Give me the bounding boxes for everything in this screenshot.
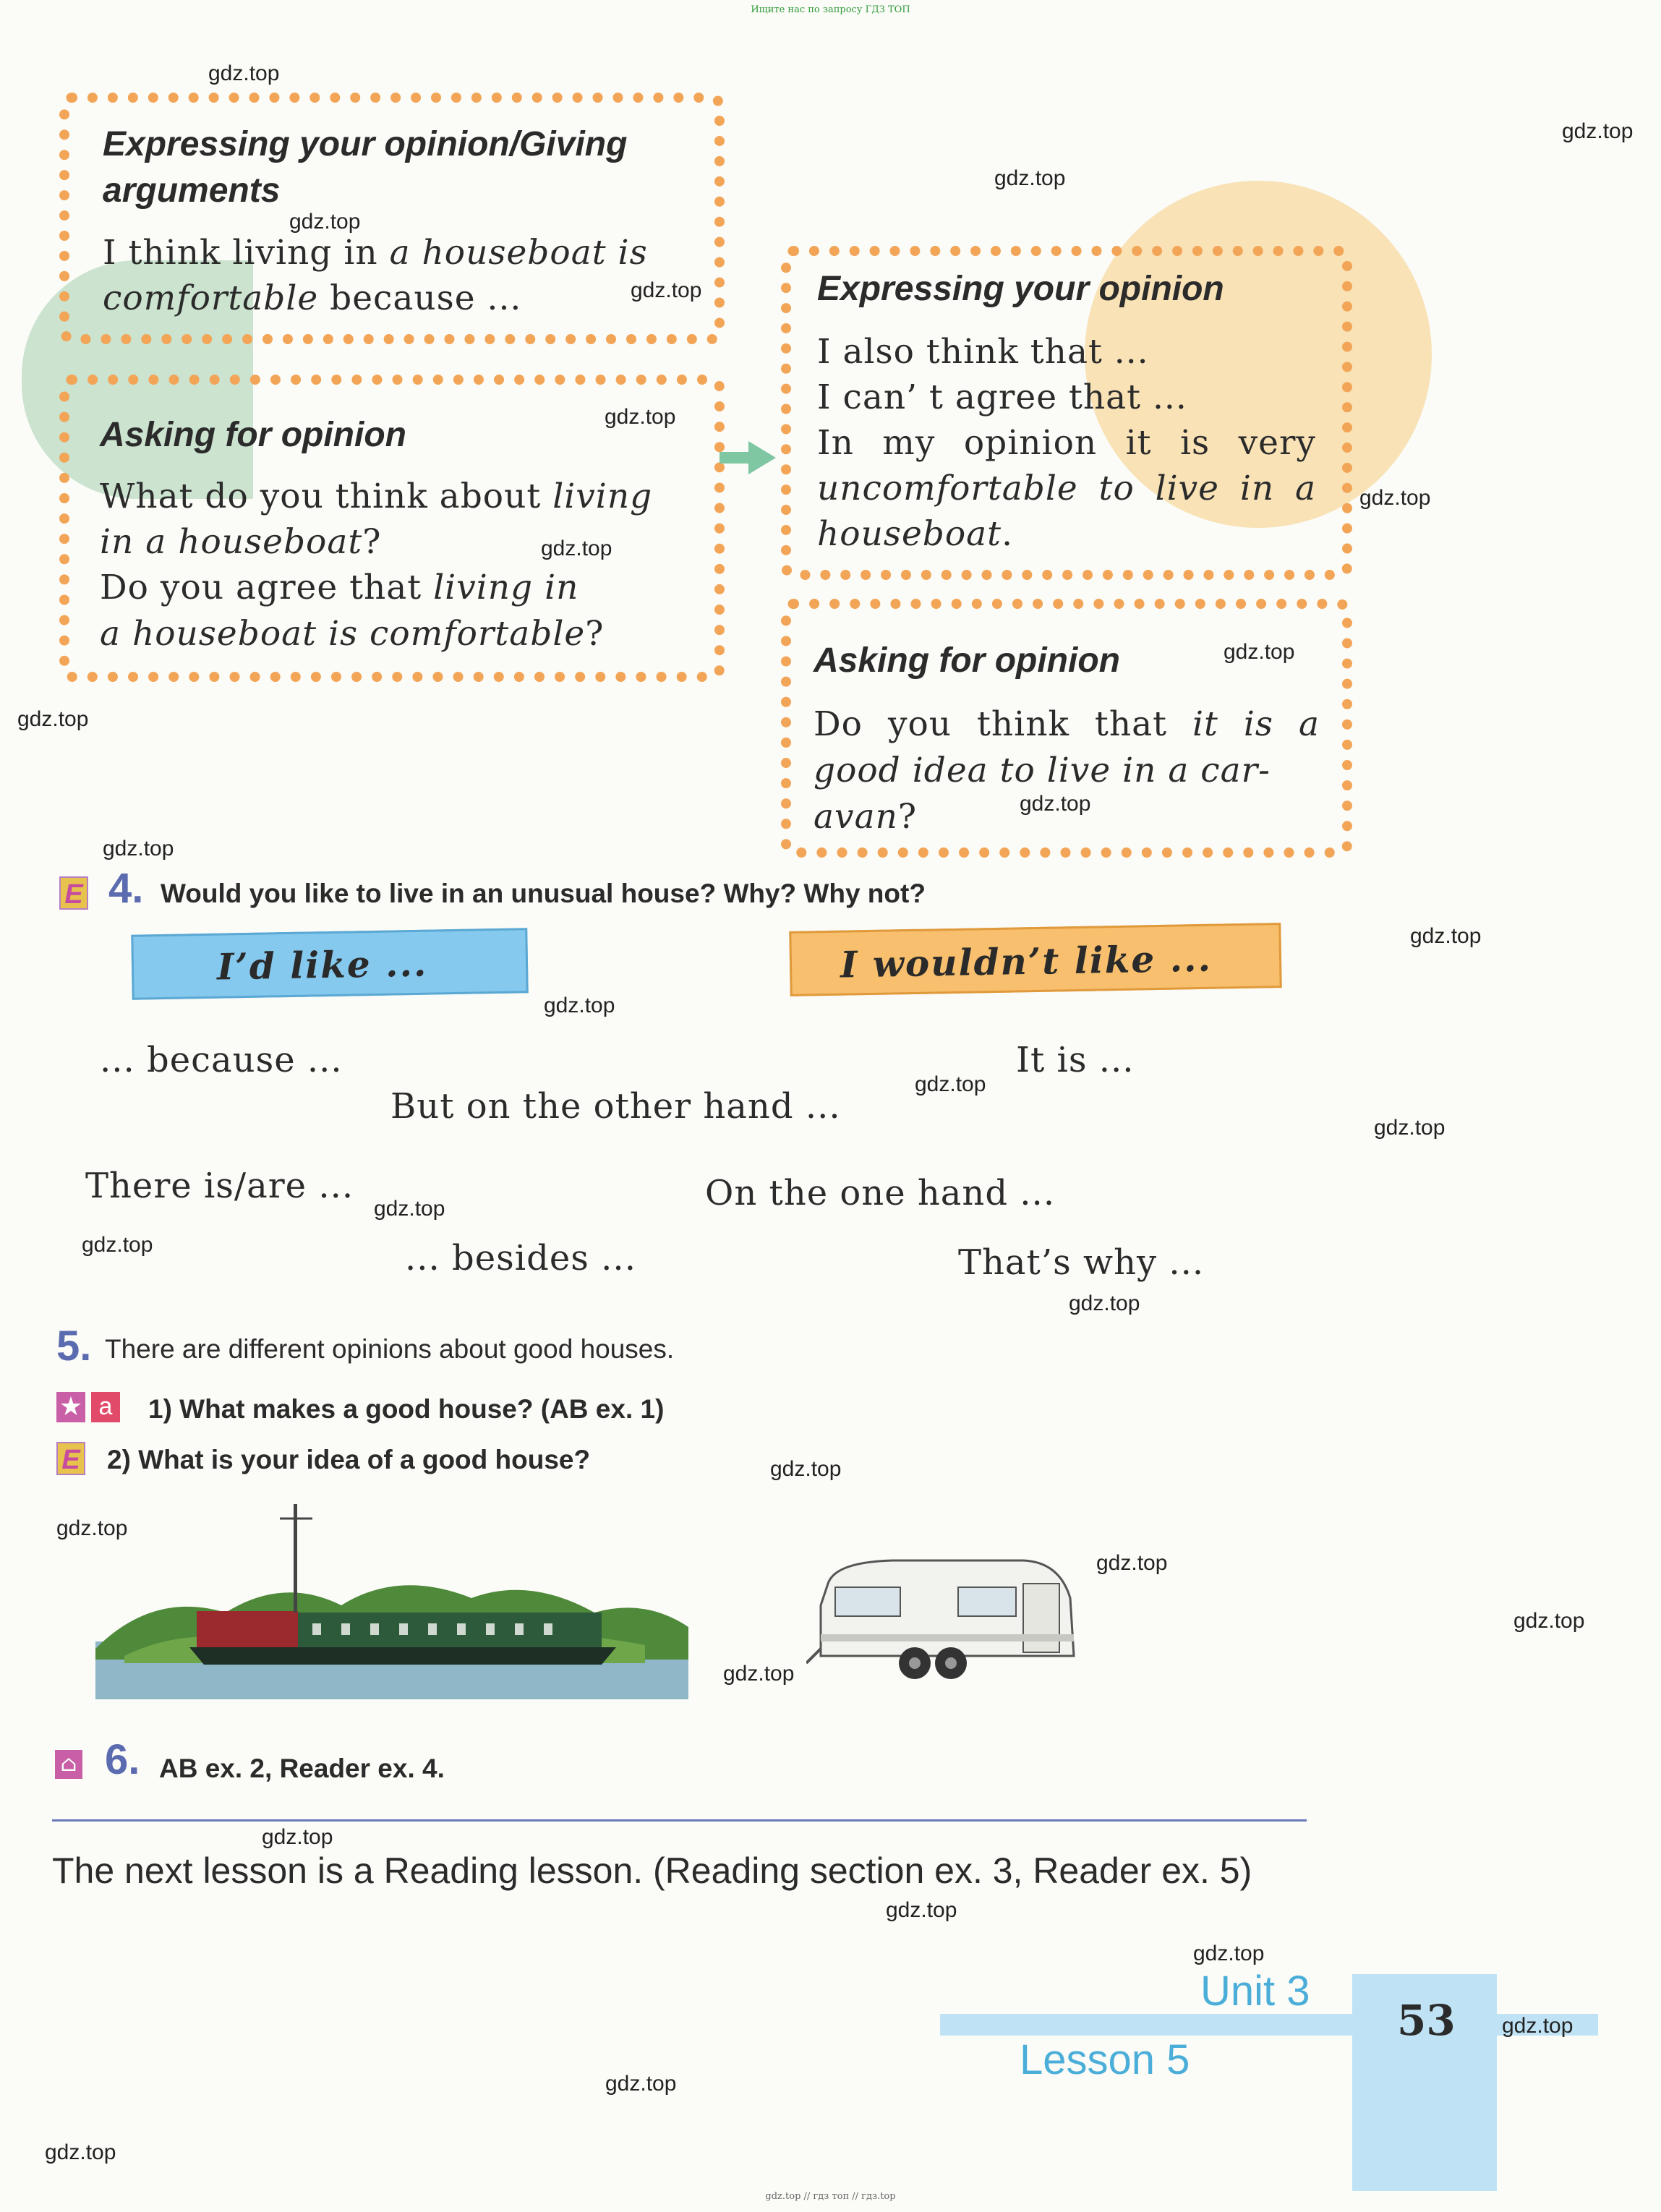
watermark: gdz.top: [1359, 486, 1431, 510]
divider-line: [52, 1819, 1307, 1822]
watermark: gdz.top: [1374, 1116, 1446, 1140]
watermark: gdz.top: [1224, 640, 1295, 664]
watermark: gdz.top: [994, 166, 1066, 190]
text-segment: .: [1002, 514, 1014, 554]
expressing-opinion-line5: [817, 511, 1013, 557]
watermark: gdz.top: [103, 837, 174, 861]
watermark: gdz.top: [17, 707, 89, 731]
arrow-right-icon: [720, 440, 777, 476]
expressing-opinion-line1: I also think that ...: [817, 332, 1149, 372]
asking-opinion-title: Asking for opinion: [100, 416, 406, 454]
star-badge-icon: ★: [56, 1392, 85, 1422]
a-badge-icon: a: [91, 1392, 120, 1422]
watermark: gdz.top: [1513, 1609, 1585, 1633]
phrase-there-is: There is/are ...: [85, 1166, 354, 1206]
exercise-e-badge: E: [59, 876, 88, 910]
exercise-6-number: 6.: [105, 1736, 140, 1783]
watermark: gdz.top: [1096, 1551, 1168, 1575]
asking-opinion-line3: [100, 565, 578, 610]
watermark: gdz.top: [544, 994, 615, 1017]
giving-arguments-line1: [103, 230, 710, 276]
watermark: gdz.top: [262, 1825, 333, 1849]
asking-opinion-2-line2: [814, 748, 1320, 793]
asking-opinion-line2: [100, 519, 381, 565]
exercise-5-question-2: 2) What is your idea of a good house?: [107, 1445, 591, 1474]
text-segment: What do you think about: [100, 477, 553, 516]
watermark: gdz.top: [605, 2072, 677, 2096]
phrase-other-hand: But on the other hand ...: [390, 1086, 841, 1127]
watermark: gdz.top: [1069, 1291, 1140, 1315]
exercise-5-text: There are different opinions about good houses.: [105, 1334, 675, 1364]
page-number: 53: [1397, 1996, 1456, 2045]
text-segment-italic: living in: [433, 568, 579, 607]
watermark: gdz.top: [82, 1233, 153, 1257]
caravan-illustration: [806, 1555, 1081, 1699]
exercise-5-number: 5.: [56, 1323, 92, 1370]
text-segment: Do you agree that: [100, 568, 434, 607]
watermark: gdz.top: [374, 1197, 445, 1221]
text-segment: ?: [897, 797, 918, 837]
expressing-opinion-title: Expressing your opinion: [817, 270, 1224, 308]
expressing-opinion-line2: I can’ t agree that ...: [817, 377, 1187, 417]
bottom-notice: gdz.top // гдз топ // гдз.top: [765, 2191, 896, 2202]
expressing-opinion-line4: [817, 466, 1316, 511]
watermark: gdz.top: [1502, 2014, 1574, 2038]
wouldnt-like-label: I wouldn’t like ...: [840, 936, 1213, 986]
phrase-besides: ... besides ...: [405, 1238, 636, 1278]
exercise-4-text: Would you like to live in an unusual house? Why? Why not?: [161, 879, 926, 908]
text-segment: ?: [585, 614, 605, 654]
top-notice: Ищите нас по запросу ГДЗ ТОП: [751, 4, 910, 15]
asking-opinion-line1: [100, 474, 652, 519]
text-segment-italic: comfortable: [103, 278, 319, 318]
houseboat-illustration: [95, 1504, 688, 1699]
text-segment: because ...: [318, 278, 522, 318]
text-segment-italic: living: [552, 477, 653, 516]
watermark: gdz.top: [1020, 792, 1091, 816]
asking-opinion-2-title: Asking for opinion: [814, 641, 1120, 680]
text-segment-italic: good idea to live in a car-: [814, 751, 1271, 790]
expressing-opinion-line3: In my opinion it is very: [817, 423, 1316, 463]
watermark: gdz.top: [541, 537, 612, 560]
watermark: gdz.top: [723, 1662, 795, 1686]
text-segment: ?: [362, 522, 382, 562]
text-segment-italic: in a houseboat: [100, 522, 363, 562]
phrase-it-is: It is ...: [1016, 1040, 1135, 1080]
giving-arguments-title: Expressing your opinion/Giving arguments: [103, 125, 628, 210]
watermark: gdz.top: [56, 1516, 128, 1540]
watermark: gdz.top: [45, 2140, 116, 2164]
watermark: gdz.top: [915, 1072, 986, 1096]
watermark: gdz.top: [1410, 924, 1482, 948]
watermark: gdz.top: [289, 210, 361, 234]
phrase-because: ... because ...: [100, 1040, 343, 1080]
footer-lesson: Lesson 5: [1020, 2036, 1190, 2083]
text-segment: Do you think that: [814, 704, 1192, 744]
home-badge-icon: ⌂: [55, 1750, 82, 1779]
text-segment: I think living in: [103, 233, 390, 273]
watermark: gdz.top: [631, 278, 702, 302]
id-like-label: I’d like ...: [216, 941, 428, 988]
text-segment-italic: a houseboat is: [389, 233, 648, 273]
footer-blue-bar: [940, 2014, 1598, 2036]
watermark: gdz.top: [770, 1457, 842, 1481]
exercise-4-number: 4.: [108, 865, 144, 912]
watermark: gdz.top: [1562, 119, 1634, 143]
watermark: gdz.top: [208, 61, 280, 85]
exercise-e-badge-2: E: [56, 1442, 85, 1475]
phrase-one-hand: On the one hand ...: [705, 1173, 1056, 1213]
text-segment-italic: a houseboat is comfortable: [100, 614, 586, 654]
exercise-6-text: AB ex. 2, Reader ex. 4.: [159, 1754, 445, 1783]
asking-opinion-2-line3: [814, 794, 917, 840]
next-lesson-note: The next lesson is a Reading lesson. (Reading section ex. 3, Reader ex. 5): [52, 1850, 1252, 1891]
text-segment-italic: houseboat: [817, 514, 1002, 554]
phrase-thats-why: That’s why ...: [958, 1242, 1205, 1283]
asking-opinion-line4: [100, 611, 604, 657]
giving-arguments-line2: [103, 276, 710, 321]
text-segment-italic: avan: [814, 797, 898, 837]
asking-opinion-2-line1: [814, 701, 1320, 747]
exercise-5-question-1: 1) What makes a good house? (AB ex. 1): [148, 1394, 665, 1424]
text-segment-italic: uncomfortable to live in a: [817, 469, 1316, 508]
footer-unit: Unit 3: [1200, 1968, 1310, 2015]
watermark: gdz.top: [1193, 1942, 1265, 1965]
text-segment-italic: it is a: [1192, 704, 1320, 744]
watermark: gdz.top: [605, 405, 676, 429]
watermark: gdz.top: [886, 1898, 957, 1922]
